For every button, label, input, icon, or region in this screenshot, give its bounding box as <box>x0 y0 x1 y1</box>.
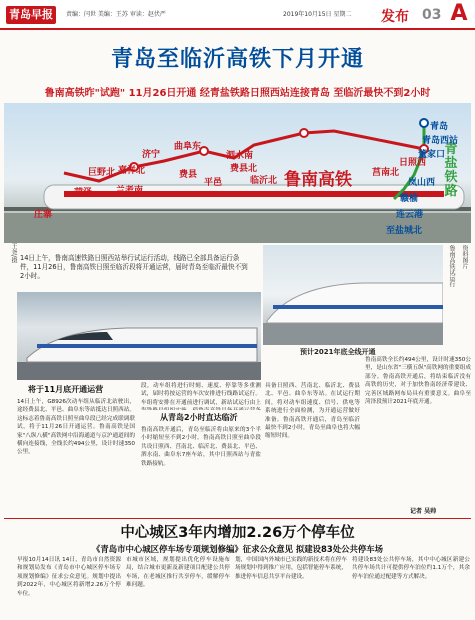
story2-column-1: 早报10月14日讯 14日，青岛市自然资源和规划局发布《青岛市中心城区停车场专项规划修编》征求公众意见。规划中提出到2022年，中心城区将新增2.26万个停车位。 <box>17 557 121 597</box>
story2-subheadline: 《青岛市中心城区停车场专项规划修编》征求公众意见 拟建设83处公共停车场 <box>92 544 383 554</box>
inset-caption: 预计2021年底全线开通 <box>300 348 376 356</box>
masthead <box>0 0 475 30</box>
story2-column-4: 将建设83处公共停车场，其中中心城区新建公共停车场共计可提供停车泊位约1.1万个，其余停车泊位通过配建等方式解决。 <box>352 557 470 580</box>
station-label: 巨野北 <box>88 168 116 178</box>
station-label: 连云港 <box>396 210 424 220</box>
story2-column-2: 市城市区域，规划提出优化停车设施布局，结合城市更新及新建项目配建公共停车场，在老城区推行共享停车，缓解停车难问题。 <box>126 557 230 589</box>
station-label: 嘉祥北 <box>118 166 146 176</box>
station-label: 曲阜东 <box>174 142 202 152</box>
story2-column-3: 划，中国国内外城市已实践的新技术将在停车场规划中得到推广应用，包括智能停车系统，推进停车信息共享平台建设。 <box>235 557 347 580</box>
station-label: 莒南北 <box>372 168 400 178</box>
photo-credit-left: 王尧/摄 <box>10 243 17 264</box>
station-label: 泗水南 <box>226 151 254 161</box>
subheadline: 鲁南高铁昨"试跑" 11月26日开通 经青盐铁路日照西站连接青岛 至临沂最快不到2小时 <box>44 88 431 99</box>
train-stripe <box>37 344 257 348</box>
section-name: 发布 <box>381 9 409 25</box>
station-marker <box>300 129 308 137</box>
train-stripe <box>273 305 443 309</box>
station-label: 董家口 <box>418 150 446 160</box>
station-label: 平邑 <box>204 178 223 188</box>
left-column-text: 14日上午，G8926次动车组从临沂北站驶出，途经费县北、平邑、曲阜东等站抵达日照西站。这标志着鲁南高铁日照至曲阜段已经完成联调联试，将于11月26日开通运营。鲁南高铁是国家"八纵八横"高铁网中沿海通道与京沪通道间的横向连接线，全线长约494公里，设计时速350公里。 <box>17 399 135 456</box>
page-number: 03 <box>422 7 442 23</box>
station-label: 临沂北 <box>250 176 278 186</box>
photo-caption: 14日上午，鲁南高速铁路日照西站举行试运行活动，线路已全部具备运行条件，11月26日，鲁南高铁日照至临沂段将开通运营，届时青岛至临沂最快不到2小时。 <box>20 254 248 280</box>
station-label: 青岛 <box>430 122 449 132</box>
inset-photo-svg <box>263 245 443 345</box>
byline: 记者 吴帅 <box>410 508 437 515</box>
newspaper-logo[interactable]: 青岛早报 <box>6 6 56 24</box>
photo-credit-right: 资料图片 <box>461 245 468 269</box>
photo-note: 鲁南高铁试运行 <box>448 245 455 287</box>
issue-date: 2019年10月15日 星期二 <box>283 11 352 18</box>
station-label: 青岛西站 <box>422 136 459 146</box>
station-label: 赣榆 <box>400 194 419 204</box>
page-letter: A <box>450 1 468 26</box>
route-title: 鲁南高铁 <box>284 170 352 190</box>
train-front <box>267 283 443 323</box>
station-marker <box>200 147 208 155</box>
station-label: 庄寨 <box>34 210 53 220</box>
train-photo-svg <box>17 292 261 380</box>
station-marker <box>420 119 428 127</box>
station-label: 日照西 <box>399 158 427 168</box>
train-photo <box>17 292 261 380</box>
editor-credits: 责编：闫世 美编：王苏 审读：赵伏严 <box>66 11 166 18</box>
station-label: 菏泽 <box>74 188 93 198</box>
inset-photo <box>263 245 443 345</box>
station-label: 济宁 <box>142 150 161 160</box>
station-label: 费县北 <box>230 164 258 174</box>
middle-column-title: 从青岛2小时直达临沂 <box>160 413 238 422</box>
middle-column-text-1: 段，动车组将进行时刻、速度、停靠等多重测试，届时将按运营的车次安排进行线路试运行。车组将安排在开通前进行调试，新站试运行由上 <box>141 383 261 406</box>
station-label: 岚山西 <box>408 178 436 188</box>
section-divider <box>4 518 471 519</box>
station-label: 兰考南 <box>116 186 144 196</box>
right-column-text: 鲁南高铁全长约494公里，设计时速350公里，是山东省"三横五纵"高铁网的重要组成部分。鲁南高铁开通后，将结束临沂没有高铁的历史，对于加快鲁南经济带建设、完善区域路网布局具有重要意义。曲阜至菏泽段预计2021年底开通。 <box>365 357 471 406</box>
route-side-title: 青盐铁路 <box>444 142 458 199</box>
platform <box>263 323 443 345</box>
station-label: 费县 <box>179 170 198 180</box>
center-column-text: 具备日照西、莒南北、临沂北、费县北、平邑、曲阜东等站。在试运行期间，将对动车组速度、信号、供电等系统进行全面检测，为开通运营做好准备。鲁南高铁开通后，青岛至临沂最快不到2小时，青岛至曲阜也将大幅缩短时间。 <box>265 383 360 440</box>
middle-column-text-2: 鲁南高铁开通后，青岛至临沂将由原来的3个半小时缩短至不到2小时。鲁南高铁日照至曲阜段共设日照西、莒南北、临沂北、费县北、平邑、泗水南、曲阜东7座车站，其中日照西站与青盐铁路接轨。 <box>141 427 261 467</box>
headline[interactable]: 青岛至临沂高铁下月开通 <box>110 47 364 72</box>
route-map-graphic <box>4 103 471 243</box>
left-column-title: 将于11月底开通运营 <box>28 385 104 394</box>
platform <box>17 362 261 380</box>
station-label: 至盐城北 <box>386 226 423 236</box>
story2-headline[interactable]: 中心城区3年内增加2.26万个停车位 <box>120 525 355 541</box>
